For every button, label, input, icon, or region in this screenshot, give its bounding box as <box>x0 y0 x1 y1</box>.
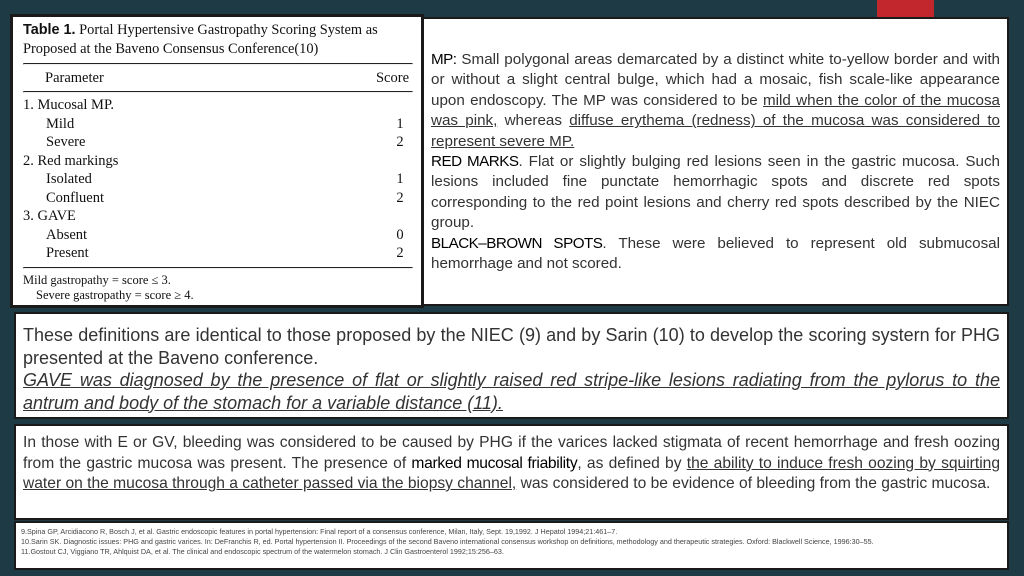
table-row: Severe 2 <box>46 134 404 150</box>
table-caption <box>23 21 413 59</box>
table-body <box>23 93 413 263</box>
table-footnotes <box>23 269 413 304</box>
red-accent-bar <box>877 0 934 17</box>
table-row: Confluent 2 <box>46 189 404 206</box>
scoring-table-panel <box>10 14 424 308</box>
table-row: Present 2 <box>46 245 404 261</box>
table-label: Table 1. <box>23 22 76 38</box>
footnote-mild: Mild gastropathy = score ≤ 3. <box>23 272 171 287</box>
friability-definition: the ability to induce fresh oozing by squirting water on the mucosa through a catheter passed via the biopsy channel, <box>23 454 1001 492</box>
gave-diagnosis-text: GAVE was diagnosed by the presence of flat or slightly raised red stripe-like lesions radiating from the pylorus to the antrum and body of the stomach for a variable distance (11). <box>23 370 1000 413</box>
bleeding-criteria-panel: In those with E or GV, bleeding was considered to be caused by PHG if the varices lacked stigmata of recent hemorrhage and fresh oozing from the gastric mucosa was present. The presence of marked mucosal friability, as defined by the ability to induce fresh oozing by squirting water on the mucosa through a catheter passed via the biopsy channel, was considered to be evidence of bleeding from the gastric mucosa. <box>14 424 1009 520</box>
mp-term: MP: <box>431 51 457 68</box>
black-brown-term: BLACK–BROWN SPOTS <box>431 234 603 252</box>
table-caption-text: Portal Hypertensive Gastropathy Scoring System as Proposed at the Baveno Consensus Conference(10) <box>23 22 378 57</box>
definitions-panel <box>422 17 1009 306</box>
red-marks-definition: RED MARKS. Flat or slightly bulging red lesions seen in the gastric mucosa. Such lesions included fine punctate hemorrhagic spots and discrete red spots corresponding to the red point lesions and cherry red spots described by the NIEC group. <box>431 153 1001 232</box>
mp-mild-criterion: mild when the color of the mucosa was pink, <box>431 91 1000 130</box>
table-row: 3. GAVE <box>23 208 76 224</box>
table-row: Mild 1 <box>46 115 404 132</box>
black-brown-spots-definition: BLACK–BROWN SPOTS. These were believed to represent old submucosal hemorrhage and not scored. <box>431 234 1000 273</box>
mp-severe-criterion: diffuse erythema (redness) of the mucosa was considered to represent severe MP. <box>431 112 1000 150</box>
reference-item: 9.Spina GP, Arcidiacono R, Bosch J, et al. Gastric endoscopic features in portal hypertension: Final report of a consensus conference, Milan, Italy, Sept. 19,1992. J Hepatol 1994;21:461–7. <box>21 527 618 536</box>
header-score: Score <box>375 70 409 86</box>
reference-item: 11.Gostout CJ, Viggiano TR, Ahlquist DA, et al. The clinical and endoscopic spectrum of the watermelon stomach. J Clin Gastroenterol 1992;15:256–63. <box>21 546 504 556</box>
mp-definition: MP: Small polygonal areas demarcated by a distinct white to-yellow border and with or without a slight central bulge, which had a mosaic, fish scale-like appearance upon endoscopy. The MP was considered to be mild when the color of the mucosa was pink, whereas diffuse erythema (redness) of the mucosa was considered to represent severe MP. <box>431 51 1000 150</box>
definitions-origin-panel <box>14 312 1009 419</box>
reference-item: 10.Sarin SK. Diagnostic issues: PHG and gastric varices. In: DeFranchis R, ed. Portal hypertension II. Proceedings of the second Baveno international consensus workshop on definitions, methodology and therapeutic strategies. Oxford: Blackwell Science, 1996:30–55. <box>21 536 874 546</box>
red-marks-term: RED MARKS <box>431 153 519 171</box>
header-parameter: Parameter <box>45 70 104 86</box>
table-header <box>23 65 413 91</box>
table-row: 1. Mucosal MP. <box>23 97 115 113</box>
footnote-severe: Severe gastropathy = score ≥ 4. <box>36 288 194 302</box>
references-panel <box>14 521 1009 570</box>
table-row: Absent 0 <box>46 226 404 243</box>
friability-term: marked mucosal friability <box>411 454 578 472</box>
table-row: 2. Red markings <box>23 152 119 169</box>
table-row: Isolated 1 <box>46 171 404 187</box>
origin-text: These definitions are identical to those proposed by the NIEC (9) and by Sarin (10) to develop the scoring systern for PHG presented at the Baveno conference. <box>23 325 1000 368</box>
